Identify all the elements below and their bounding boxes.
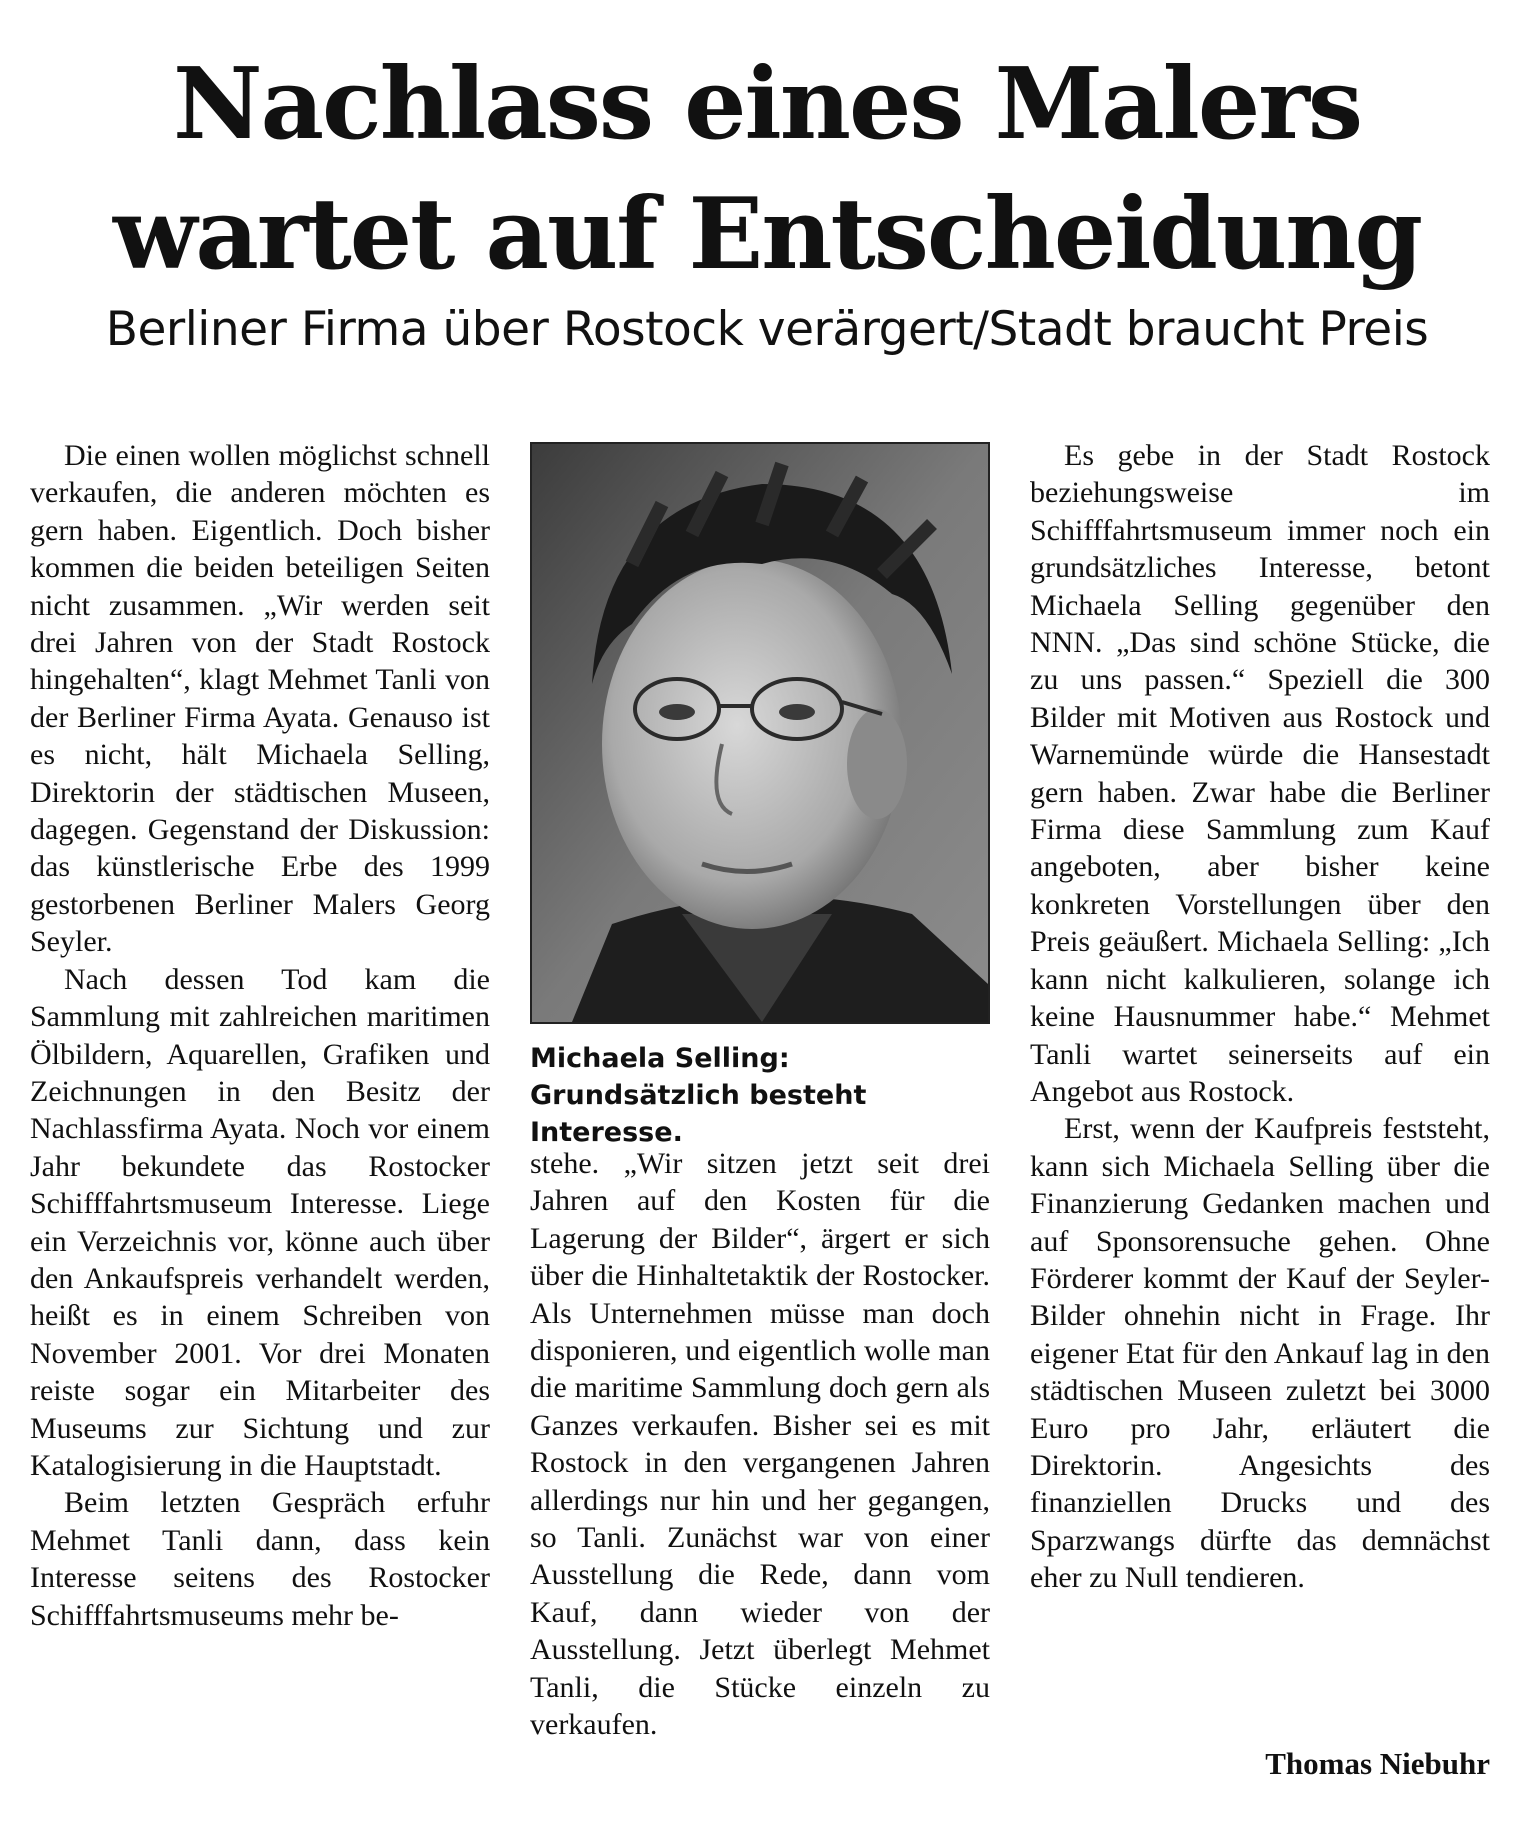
- article-column-2: [530, 1145, 990, 1744]
- article-column-1: [30, 437, 490, 1634]
- portrait-illustration: [532, 444, 988, 1022]
- photo-caption: Michaela Selling: Grundsätzlich besteht Interesse.: [530, 1043, 867, 1148]
- paragraph: Erst, wenn der Kaufpreis feststeht, kann sich Michaela Selling über die Finanzierung Gedanken machen und auf Sponsorensuche gehen. Ohne Förderer kommt der Kauf der Seyler-Bilder ohnehin nicht in Frage. Ihr eigener Etat für den Ankauf lag in den städtischen Museen zuletzt bei 3000 Euro pro Jahr, erläutert die Direktorin. Angesichts des finanziellen Drucks und des Sparzwangs dürfte das demnächst eher zu Null tendieren.: [1030, 1112, 1490, 1595]
- article-column-3: [1030, 437, 1490, 1597]
- portrait-photo: [530, 442, 990, 1024]
- paragraph: Nach dessen Tod kam die Sammlung mit zahlreichen maritimen Ölbildern, Aquarellen, Grafiken und Zeichnungen in den Besitz der Nachlassfirma Ayata. Noch vor einem Jahr bekundete das Rostocker Schifffahrtsmuseum Interesse. Liege ein Verzeichnis vor, könne auch über den Ankaufspreis verhandelt werden, heißt es in einem Schreiben von November 2001. Vor drei Monaten reiste sogar ein Mitarbeiter des Museums zur Sichtung und zur Katalogisierung in die Hauptstadt.: [30, 962, 490, 1482]
- paragraph: Die einen wollen möglichst schnell verkaufen, die anderen möchten es gern haben. Eigentlich. Doch bisher kommen die beiden beteiligen Seiten nicht zusammen. „Wir werden seit drei Jahren von der Stadt Rostock hingehalten“, klagt Mehmet Tanli von der Berliner Firma Ayata. Genauso ist es nicht, hält Michaela Selling, Direktorin der städtischen Museen, dagegen. Gegenstand der Diskussion: das künstlerische Erbe des 1999 gestorbenen Berliner Malers Georg Seyler.: [30, 439, 490, 959]
- headline: [0, 40, 1534, 300]
- paragraph: Beim letzten Gespräch erfuhr Mehmet Tanli dann, dass kein Interesse seitens des Rostocker Schifffahrtsmuseums mehr be-: [30, 1486, 490, 1632]
- headline-line-1: Nachlass eines Malers: [172, 47, 1362, 162]
- paragraph: stehe. „Wir sitzen jetzt seit drei Jahren auf den Kosten für die Lagerung der Bilder“, ärgert er sich über die Hinhaltetaktik der Rostocker. Als Unternehmen müsse man doch disponieren, und eigentlich wolle man die maritime Sammlung doch gern als Ganzes verkaufen. Bisher sei es mit Rostock in den vergangenen Jahren allerdings nur hin und her gegangen, so Tanli. Zunächst war von einer Ausstellung die Rede, dann vom Kauf, dann wieder von der Ausstellung. Jetzt überlegt Mehmet Tanli, die Stücke einzeln zu verkaufen.: [530, 1147, 990, 1742]
- headline-line-2: wartet auf Entscheidung: [113, 177, 1421, 292]
- paragraph: Es gebe in der Stadt Rostock beziehungsweise im Schifffahrtsmuseum immer noch ein grundsätzliches Interesse, betont Michaela Selling gegenüber den NNN. „Das sind schöne Stücke, die zu uns passen.“ Speziell die 300 Bilder mit Motiven aus Rostock und Warnemünde würde die Hansestadt gern haben. Zwar habe die Berliner Firma diese Sammlung zum Kauf angeboten, aber bisher keine konkreten Vorstellungen über den Preis geäußert. Michaela Selling: „Ich kann nicht kalkulieren, solange ich keine Hausnummer habe.“ Mehmet Tanli wartet seinerseits auf ein Angebot aus Rostock.: [1030, 439, 1490, 1108]
- author-byline: Thomas Niebuhr: [1265, 1746, 1490, 1781]
- subheadline: Berliner Firma über Rostock verärgert/Stadt braucht Preis: [105, 302, 1429, 357]
